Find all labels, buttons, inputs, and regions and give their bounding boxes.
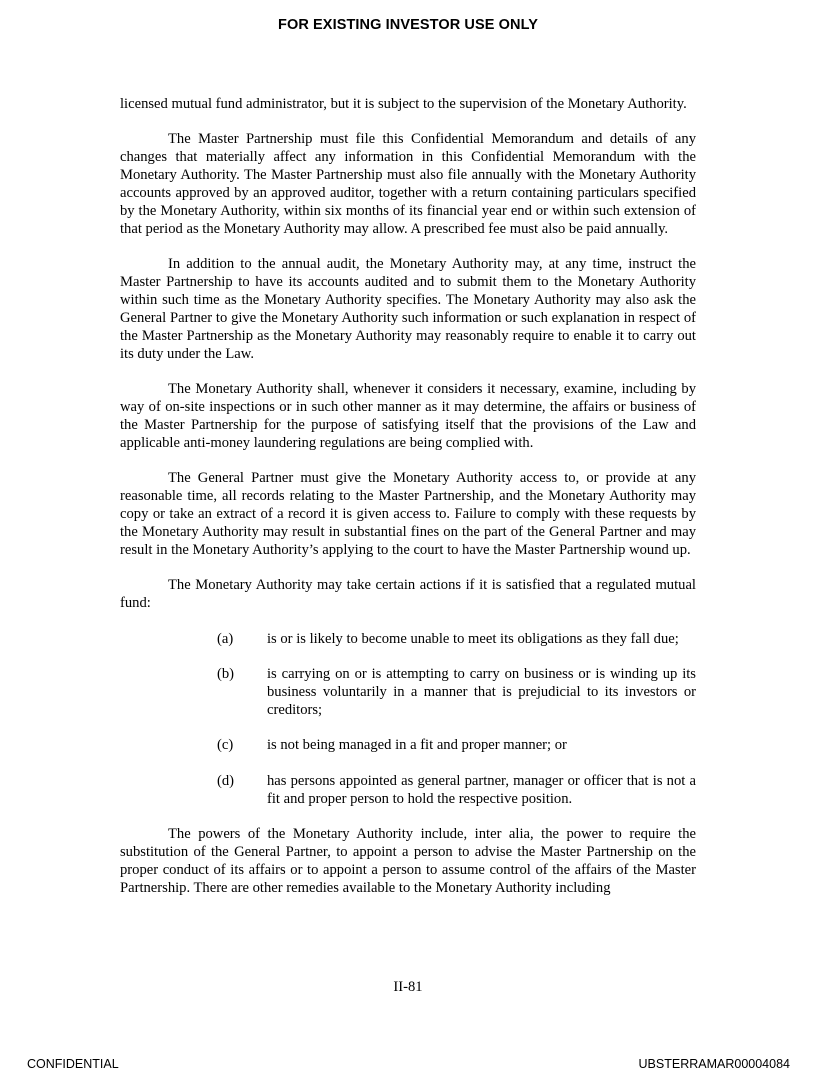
list-item-label: (a)	[217, 630, 234, 647]
page-header: FOR EXISTING INVESTOR USE ONLY	[277, 17, 539, 33]
paragraph-powers: The powers of the Monetary Authority include, inter alia, the power to require the substitution of the General Partner, to appoint a person to advise the Master Partnership on the proper conduct of its affairs or to appoint a person to assume control of the affairs of the Master Partnership. There are other remedies available to the Monetary Authority including	[120, 826, 696, 896]
paragraph-records-access: The General Partner must give the Monetary Authority access to, or provide at any reasonable time, all records relating to the Master Partnership, and the Monetary Authority may copy or take an extract of a record it is given access to. Failure to comply with these requests by the Monetary Authority may result in substantial fines on the part of the General Partner and may result in the Monetary Authority’s applying to the court to have the Master Partnership wound up.	[120, 470, 696, 559]
list-item-text: is not being managed in a fit and proper manner; or	[267, 737, 567, 754]
list-item-label: (d)	[217, 772, 235, 789]
paragraph-audit: In addition to the annual audit, the Monetary Authority may, at any time, instruct the Master Partnership to have its accounts audited and to submit them to the Monetary Authority within such time as the Monetary Authority specifies. The Monetary Authority may also ask the General Partner to give the Monetary Authority such information or such explanation in respect of the Master Partnership as the Monetary Authority may reasonably require to enable it to carry out its duty under the Law.	[120, 256, 696, 362]
list-item-text: has persons appointed as general partner, manager or officer that is not a fit and proper person to hold the respective position.	[267, 772, 696, 807]
footer-confidential-label: CONFIDENTIAL	[27, 1057, 119, 1071]
list-item	[120, 631, 696, 649]
paragraph-continued: licensed mutual fund administrator, but it is subject to the supervision of the Monetary Authority.	[120, 96, 687, 112]
list-item	[120, 737, 696, 755]
paragraph-filing-requirements: The Master Partnership must file this Confidential Memorandum and details of any changes that materially affect any information in this Confidential Memorandum with the Monetary Authority. The Master Partnership must also file annually with the Monetary Authority accounts approved by an approved auditor, together with a return containing particulars specified by the Monetary Authority, within six months of its financial year end or within such extension of that period as the Monetary Authority may allow. A prescribed fee must also be paid annually.	[120, 131, 696, 237]
footer-bates-number: UBSTERRAMAR00004084	[638, 1057, 790, 1071]
page-number: II-81	[393, 979, 423, 995]
list-item-label: (c)	[217, 737, 234, 754]
list-item	[120, 773, 696, 809]
list-item	[120, 666, 696, 720]
list-item-label: (b)	[217, 666, 235, 683]
document-body	[120, 96, 696, 915]
list-item-text: is or is likely to become unable to meet its obligations as they fall due;	[267, 630, 679, 647]
paragraph-examination: The Monetary Authority shall, whenever it considers it necessary, examine, including by way of on-site inspections or in such other manner as it may determine, the affairs or business of the Master Partnership for the purpose of satisfying itself that the provisions of the Law and applicable anti-money laundering regulations are being complied with.	[120, 381, 696, 451]
list-item-text: is carrying on or is attempting to carry on business or is winding up its business voluntarily in a manner that is prejudicial to its investors or creditors;	[267, 666, 696, 718]
paragraph-actions-intro: The Monetary Authority may take certain actions if it is satisfied that a regulated mutual fund:	[120, 577, 696, 612]
